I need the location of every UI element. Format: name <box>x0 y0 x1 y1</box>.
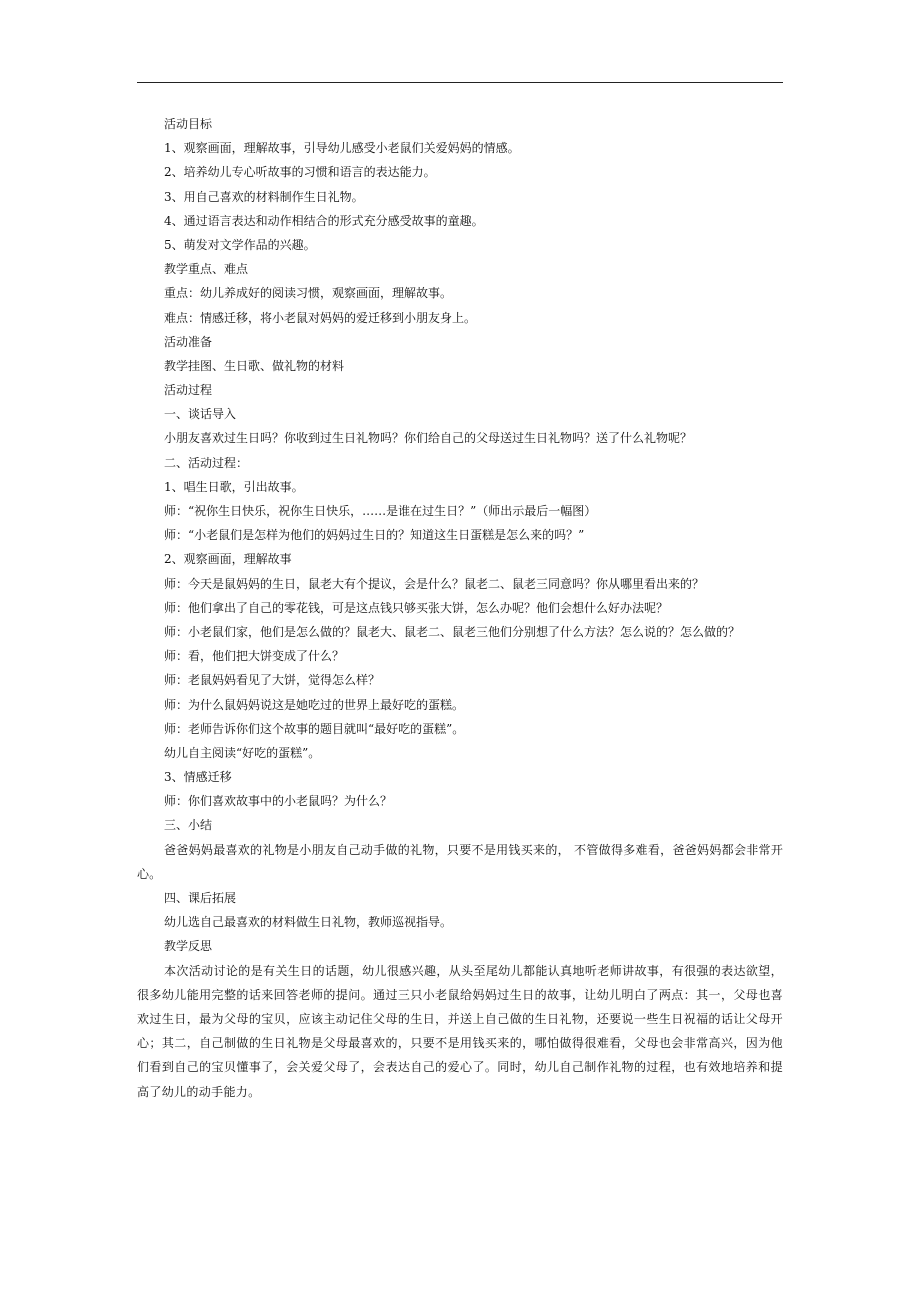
reflection-paragraph: 本次活动讨论的是有关生日的话题，幼儿很感兴趣，从头至尾幼儿都能认真地听老师讲故事，有很强的表达欲望，很多幼儿能用完整的话来回答老师的提问。通过三只小老鼠给妈妈过生日的故事，让幼儿明白了两点：其一，父母也喜欢过生日，最为父母的宝贝，应该主动记住父母的生日，并送上自己做的生日礼物，还要说一些生日祝福的话让父母开心；其二，自己制做的生日礼物是父母最喜欢的，只要不是用钱买来的，哪怕做得很难看，父母也会非常高兴，因为他们看到自己的宝贝懂事了，会关爱父母了，会表达自己的爱心了。同时，幼儿自己制作礼物的过程，也有效地培养和提高了幼儿的动手能力。 <box>137 963 783 1099</box>
section-heading-reflection: 教学反思 <box>164 939 213 954</box>
teacher-line: 师：“小老鼠们是怎样为他们的妈妈过生日的？知道这生日蛋糕是怎么来的吗？” <box>164 528 585 543</box>
goal-item-1: 1、观察画面，理解故事，引导幼儿感受小老鼠们关爱妈妈的情感。 <box>164 141 520 156</box>
header-rule <box>137 82 783 83</box>
step-2-heading: 2、观察画面，理解故事 <box>164 552 292 567</box>
teacher-line: 师：他们拿出了自己的零花钱，可是这点钱只够买张大饼，怎么办呢？他们会想什么好办法呢？ <box>164 600 669 615</box>
child-reading-line: 幼儿自主阅读“好吃的蛋糕”。 <box>164 745 321 760</box>
extension-line: 幼儿选自己最喜欢的材料做生日礼物，教师巡视指导。 <box>164 915 453 930</box>
section-heading-process: 活动过程 <box>164 383 213 398</box>
goal-item-2: 2、培养幼儿专心听故事的习惯和语言的表达能力。 <box>164 165 436 180</box>
preparation-line: 教学挂图、生日歌、做礼物的材料 <box>164 358 345 373</box>
section-heading-preparation: 活动准备 <box>164 334 213 349</box>
key-point-line: 重点：幼儿养成好的阅读习惯，观察画面，理解故事。 <box>164 286 453 301</box>
subheading-activity-process: 二、活动过程： <box>164 455 249 470</box>
goal-item-5: 5、萌发对文学作品的兴趣。 <box>164 237 316 252</box>
teacher-line: 师：老鼠妈妈看见了大饼，觉得怎么样？ <box>164 673 381 688</box>
subheading-intro: 一、谈话导入 <box>164 407 237 422</box>
summary-paragraph: 爸爸妈妈最喜欢的礼物是小朋友自己动手做的礼物，只要不是用钱买来的， 不管做得多难看，爸爸妈妈都会非常开心。 <box>137 842 783 881</box>
teacher-line: 师：老师告诉你们这个故事的题目就叫“最好吃的蛋糕”。 <box>164 721 465 736</box>
teacher-line: 师：看，他们把大饼变成了什么？ <box>164 649 345 664</box>
intro-question-line: 小朋友喜欢过生日吗？你收到过生日礼物吗？你们给自己的父母送过生日礼物吗？送了什么礼物呢？ <box>164 431 693 446</box>
subheading-summary: 三、小结 <box>164 818 213 833</box>
step-1-heading: 1、唱生日歌，引出故事。 <box>164 479 304 494</box>
teacher-line: 师：为什么鼠妈妈说这是她吃过的世界上最好吃的蛋糕。 <box>164 697 465 712</box>
goal-item-3: 3、用自己喜欢的材料制作生日礼物。 <box>164 189 364 204</box>
teacher-line: 师：小老鼠们家，他们是怎么做的？鼠老大、鼠老二、鼠老三他们分别想了什么方法？怎么说的？怎么做的？ <box>164 624 741 639</box>
difficult-point-line: 难点：情感迁移，将小老鼠对妈妈的爱迁移到小朋友身上。 <box>164 310 477 325</box>
document-body <box>137 112 783 1104</box>
section-heading-goals: 活动目标 <box>164 117 213 131</box>
step-3-heading: 3、情感迁移 <box>164 770 232 785</box>
teacher-line: 师：你们喜欢故事中的小老鼠吗？为什么？ <box>164 794 393 809</box>
goal-item-4: 4、通过语言表达和动作相结合的形式充分感受故事的童趣。 <box>164 213 484 228</box>
subheading-extension: 四、课后拓展 <box>164 891 237 906</box>
teacher-line: 师：“祝你生日快乐，祝你生日快乐，……是谁在过生日？”（师出示最后一幅图） <box>164 504 597 518</box>
section-heading-key-points: 教学重点、难点 <box>164 262 249 277</box>
teacher-line: 师：今天是鼠妈妈的生日，鼠老大有个提议，会是什么？鼠老二、鼠老三同意吗？你从哪里看出来的？ <box>164 576 705 591</box>
